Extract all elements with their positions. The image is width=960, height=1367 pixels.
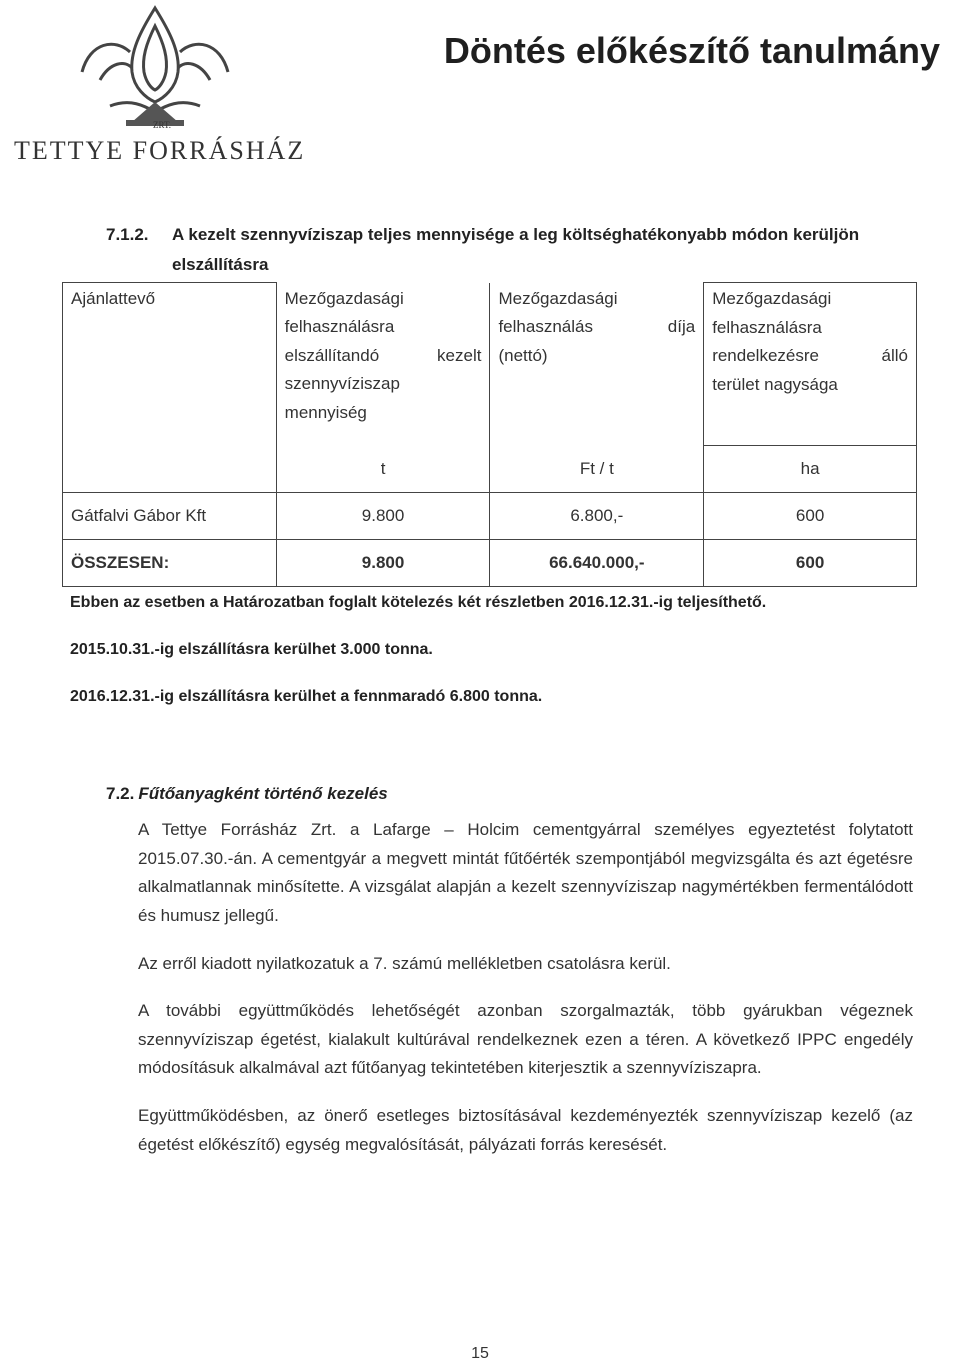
header-quantity: Mezőgazdasági felhasználásra elszállítandó kezelt szennyvíziszap mennyiség bbox=[276, 283, 490, 446]
paragraph: Együttműködésben, az önerő esetleges biztosításával kezdeményezték szennyvíziszap kezelő (az égetést előkészítő) egység megvalósítását, pályázati forrás keresését. bbox=[138, 1106, 913, 1154]
table-total-row bbox=[63, 540, 917, 587]
table-row bbox=[63, 493, 917, 540]
paragraph: A Tettye Forrásház Zrt. a Lafarge – Holcim cementgyárral személyes egyeztetést folytatott 2015.07.30.-án. A cementgyár a megvett mintát fűtőérték szempontjából megvizsgálta és azt égetésre alkalmatlannak minősítette. A vizsgálat alapján a kezelt szennyvíziszap nagymértékben fermentálódott és humusz jellegű. bbox=[138, 820, 913, 925]
note-line: Ebben az esetben a Határozatban foglalt kötelezés két részletben 2016.12.31.-ig teljesíthető. bbox=[70, 594, 767, 611]
total-label: ÖSSZESEN: bbox=[63, 540, 277, 587]
company-logo bbox=[10, 2, 310, 172]
note-line: 2015.10.31.-ig elszállításra kerülhet 3.000 tonna. bbox=[70, 641, 433, 658]
header-bidder: Ajánlattevő bbox=[63, 283, 277, 493]
row-area: 600 bbox=[704, 493, 917, 540]
section-number: 7.1.2. bbox=[106, 225, 149, 244]
unit-price: Ft / t bbox=[490, 446, 704, 493]
row-price: 6.800,- bbox=[490, 493, 704, 540]
table-header-row bbox=[63, 283, 917, 446]
total-amount: 9.800 bbox=[276, 540, 490, 587]
paragraph: Az erről kiadott nyilatkozatuk a 7. számú mellékletben csatolásra kerül. bbox=[138, 954, 671, 973]
header-area: Mezőgazdasági felhasználásra rendelkezésre álló terület nagysága bbox=[704, 283, 917, 446]
total-area: 600 bbox=[704, 540, 917, 587]
section-title: A kezelt szennyvíziszap teljes mennyisége a leg költséghatékonyabb módon kerüljön elszállításra bbox=[172, 225, 860, 274]
offer-table bbox=[62, 282, 917, 587]
subsection-heading bbox=[106, 784, 388, 804]
subsection-number: 7.2. bbox=[106, 784, 135, 803]
unit-area: ha bbox=[704, 446, 917, 493]
row-amount: 9.800 bbox=[276, 493, 490, 540]
note-line: 2016.12.31.-ig elszállításra kerülhet a fennmaradó 6.800 tonna. bbox=[70, 688, 543, 705]
subsection-title: Fűtőanyagként történő kezelés bbox=[138, 784, 388, 803]
unit-quantity: t bbox=[276, 446, 490, 493]
header-price: Mezőgazdasági felhasználás díja (nettó) bbox=[490, 283, 704, 446]
fountain-emblem-icon bbox=[70, 2, 240, 132]
paragraph: A további együttműködés lehetőségét azonban szorgalmazták, több gyárukban végeznek szennyvíziszap égetést, kialakult kultúrával rendelkeznek ezen a téren. A következő IPPC engedély módosításuk alkalmával azt fűtőanyag tekintetében kiterjesztik a szennyvíziszapra. bbox=[138, 1001, 913, 1077]
logo-zrt-label: ZRT. bbox=[153, 120, 172, 130]
total-price: 66.640.000,- bbox=[490, 540, 704, 587]
section-heading bbox=[106, 220, 906, 280]
row-bidder: Gátfalvi Gábor Kft bbox=[63, 493, 277, 540]
logo-company-name: TETTYE FORRÁSHÁZ bbox=[14, 136, 306, 165]
page-number: 15 bbox=[471, 1345, 489, 1362]
document-title: Döntés előkészítő tanulmány bbox=[443, 30, 940, 71]
